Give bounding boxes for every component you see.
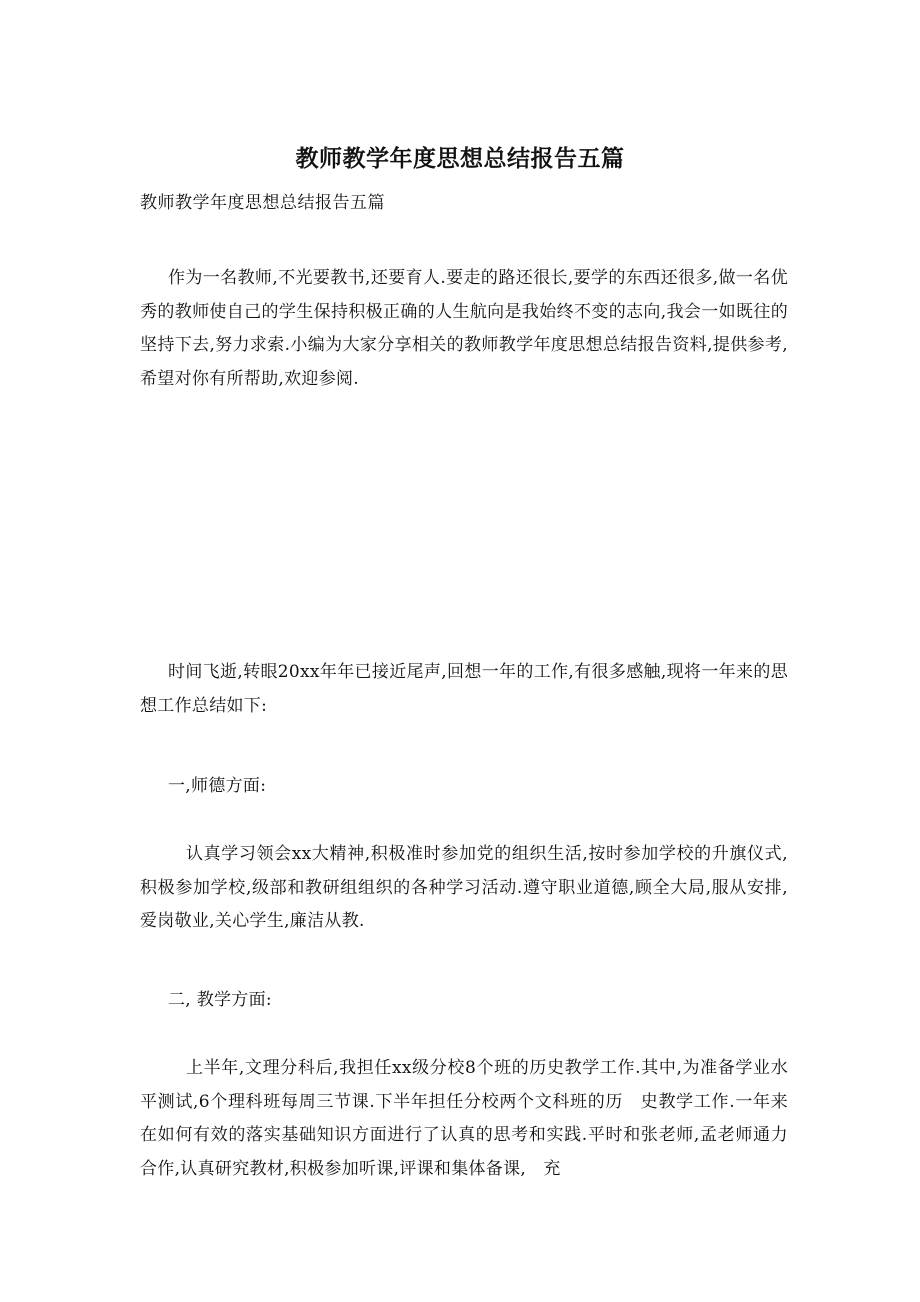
section-1-heading: 一,师德方面: <box>168 776 267 796</box>
document-subtitle: 教师教学年度思想总结报告五篇 <box>140 193 385 213</box>
section-2-paragraph: 上半年,文理分科后,我担任xx级分校8个班的历史教学工作.其中,为准备学业水平测试,6个理科班每周三节课.下半年担任分校两个文科班的历 史教学工作.一年来在如何有效的落实基础知识方面进行了认真的思考和实践.平时和张老师,孟老师通力合作,认真研究教材,积极参加听课,评课和集体备课, 充 <box>140 1058 788 1179</box>
section-1-paragraph: 认真学习领会xx大精神,积极准时参加党的组织生活,按时参加学校的升旗仪式,积极参加学校,级部和教研组组织的各种学习活动.遵守职业道德,顾全大局,服从安排,爱岗敬业,关心学生,廉洁从教. <box>140 844 788 931</box>
opening-paragraph: 时间飞逝,转眼20xx年年已接近尾声,回想一年的工作,有很多感触,现将一年来的思想工作总结如下: <box>140 662 788 716</box>
document-title: 教师教学年度思想总结报告五篇 <box>295 145 625 172</box>
intro-paragraph: 作为一名教师,不光要教书,还要育人.要走的路还很长,要学的东西还很多,做一名优秀的教师使自己的学生保持积极正确的人生航向是我始终不变的志向,我会一如既往的坚持下去,努力求索.小编为大家分享相关的教师教学年度思想总结报告资料,提供参考,希望对你有所帮助,欢迎参阅. <box>140 268 788 389</box>
section-2-heading: 二, 教学方面: <box>168 990 272 1010</box>
